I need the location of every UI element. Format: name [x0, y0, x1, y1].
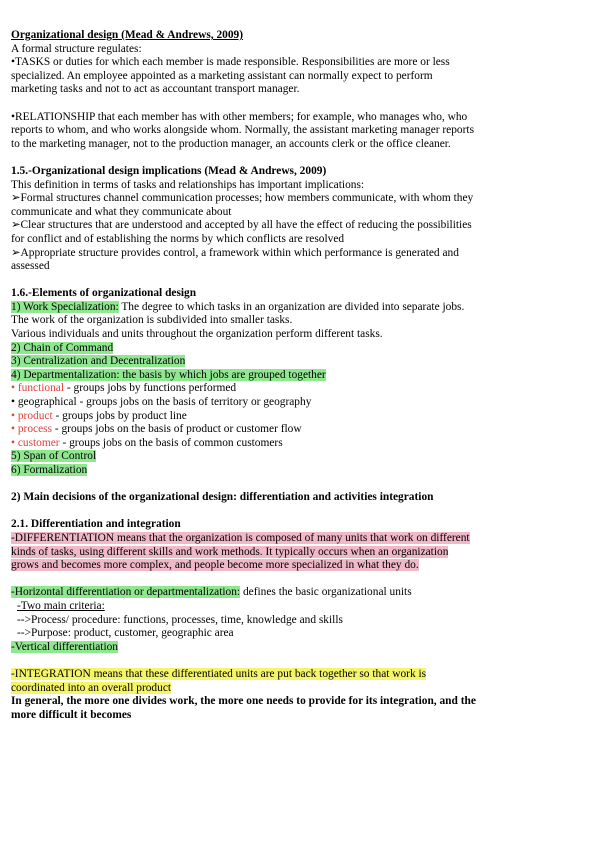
horizontal-differentiation-definition: defines the basic organizational units [240, 586, 412, 599]
section-heading-2-1: 2.1. Differentiation and integration [11, 518, 181, 531]
dept-key-process: • process [11, 423, 52, 436]
section-heading-organizational-design: Organizational design (Mead & Andrews, 2009) [11, 29, 244, 41]
work-specialization-label: 1) Work Specialization: [11, 300, 119, 313]
implications-line-1: This definition in terms of tasks and relationships has important implications: [11, 178, 365, 191]
element-departmentalization: 4) Departmentalization: the basis by which jobs are grouped together [11, 368, 326, 381]
implications-line-7: assessed [11, 260, 50, 273]
tasks-line-1: •TASKS or duties for which each member is made responsible. Responsibilities are more or less [11, 56, 450, 69]
section-heading-1-6: 1.6.-Elements of organizational design [11, 287, 197, 300]
dept-desc-customer: - groups jobs on the basis of common customers [59, 436, 283, 449]
conclusion-line-2: more difficult it becomes [11, 708, 132, 721]
work-specialization-line [11, 301, 591, 315]
section-heading-1-5: 1.5.-Organizational design implications (Mead & Andrews, 2009) [11, 164, 327, 177]
intro-line: A formal structure regulates: [11, 42, 142, 55]
criteria-purpose: -->Purpose: product, customer, geographic area [17, 627, 234, 640]
implications-line-6: ➢Appropriate structure provides control, a framework within which performance is generated and [11, 246, 459, 259]
work-specialization-line-3: Various individuals and units throughout the organization perform different tasks. [11, 328, 383, 341]
implications-line-4: ➢Clear structures that are understood and accepted by all have the effect of reducing the possibilities [11, 219, 472, 232]
criteria-process: -->Process/ procedure: functions, processes, time, knowledge and skills [17, 613, 343, 626]
element-formalization: 6) Formalization [11, 464, 88, 476]
dept-key-geographical: • geographical [11, 396, 77, 409]
relationship-line-2: reports to whom, and who works alongside whom. Normally, the assistant marketing manager reports [11, 124, 475, 137]
differentiation-line-1: -DIFFERENTIATION means that the organization is composed of many units that work on different [11, 531, 470, 544]
differentiation-line-2: kinds of tasks, using different skills and work methods. It typically occurs when an organization [11, 545, 449, 558]
dept-desc-functional: - groups jobs by functions performed [64, 382, 237, 395]
relationship-line-1: •RELATIONSHIP that each member has with other members; for example, who manages who, who [11, 110, 468, 123]
document-page [11, 29, 591, 722]
element-chain-of-command: 2) Chain of Command [11, 341, 114, 354]
relationship-line-3: to the marketing manager, not to the production manager, an accounts clerk or the office cleaner. [11, 137, 451, 150]
tasks-line-3: marketing tasks and not to act as accountant transport manager. [11, 83, 300, 96]
criteria-heading: -Two main criteria: [17, 599, 105, 612]
dept-desc-process: - groups jobs on the basis of product or customer flow [52, 423, 302, 436]
horizontal-differentiation-label: -Horizontal differentiation or departmentalization: [11, 586, 241, 599]
implications-line-5: for conflict and of establishing the norms by which conflicts are resolved [11, 232, 345, 245]
horizontal-differentiation-line [11, 586, 591, 600]
implications-line-2: ➢Formal structures channel communication processes; how members communicate, with whom they [11, 192, 474, 205]
dept-key-product: • product [11, 409, 53, 422]
conclusion-line-1: In general, the more one divides work, the more one needs to provide for its integration, and the [11, 695, 476, 708]
differentiation-line-3: grows and becomes more complex, and people become more specialized in what they do. [11, 559, 419, 572]
integration-line-2: coordinated into an overall product [11, 681, 172, 694]
integration-line-1: -INTEGRATION means that these differentiated units are put back together so that work is [11, 667, 427, 680]
dept-key-customer: • customer [11, 436, 60, 449]
work-specialization-line-2: The work of the organization is subdivided into smaller tasks. [11, 314, 293, 327]
dept-bullet-customer [11, 437, 591, 451]
vertical-differentiation: -Vertical differentiation [11, 640, 119, 653]
dept-key-functional: • functional [11, 382, 65, 395]
element-span-of-control: 5) Span of Control [11, 450, 97, 463]
dept-bullet-geographical [11, 396, 591, 410]
dept-bullet-process [11, 423, 591, 437]
element-centralization: 3) Centralization and Decentralization [11, 355, 186, 368]
dept-desc-product: - groups jobs by product line [52, 409, 187, 422]
section-heading-2: 2) Main decisions of the organizational design: differentiation and activities integration [11, 491, 434, 504]
implications-line-3: communicate and what they communicate about [11, 205, 232, 218]
tasks-line-2: specialized. An employee appointed as a marketing assistant can normally expect to perform [11, 69, 433, 82]
work-specialization-definition: The degree to which tasks in an organization are divided into separate jobs. [118, 300, 465, 313]
dept-bullet-functional [11, 382, 591, 396]
dept-bullet-product [11, 410, 591, 424]
dept-desc-geographical: - groups jobs on the basis of territory or geography [76, 396, 312, 409]
